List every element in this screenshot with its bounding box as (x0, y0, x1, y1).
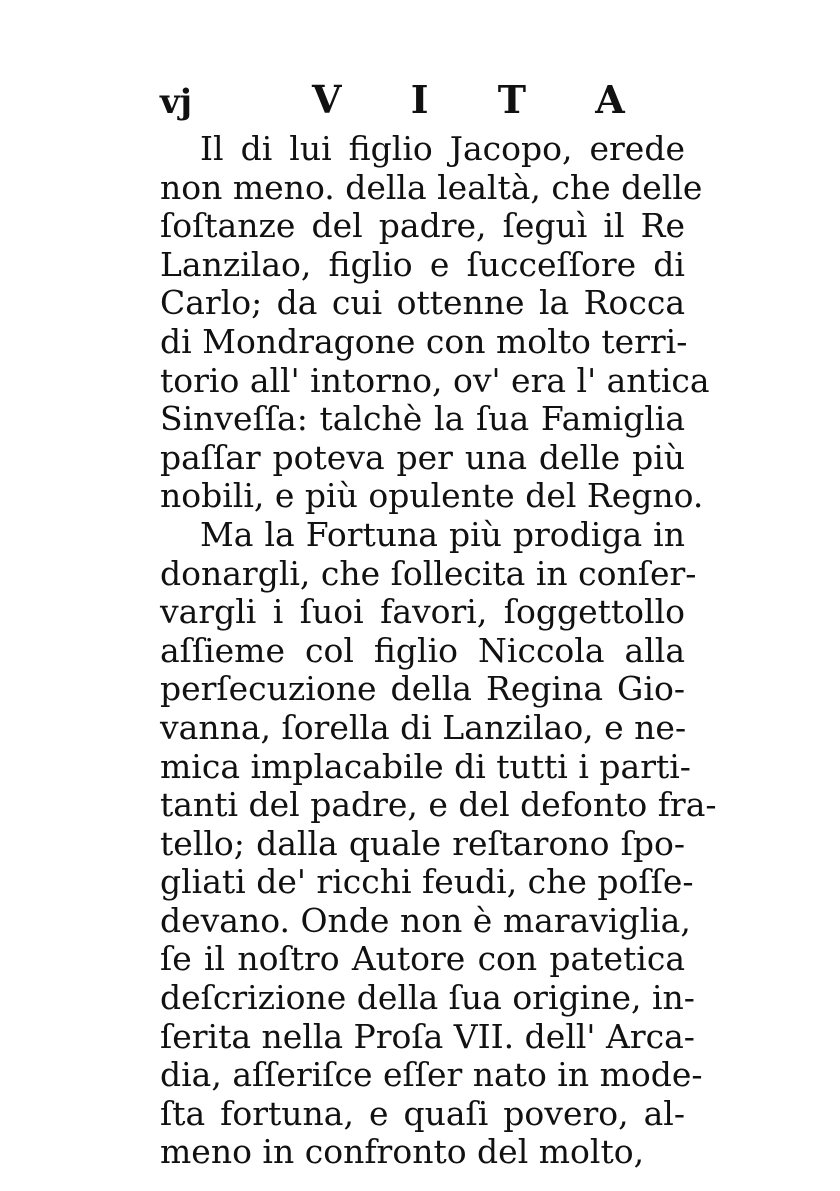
running-title: V I T A (312, 77, 653, 122)
text-line: deſcrizione della ſua origine, in- (160, 978, 695, 1018)
text-line: ſerita nella Proſa VII. dell' Arca- (160, 1016, 695, 1056)
text-line: nobili, e più opulente del Regno. (160, 476, 704, 516)
text-line: devano. Onde non è maraviglia, (160, 900, 691, 940)
text-line: aſſieme col figlio Niccola alla (160, 630, 685, 670)
text-line: Lanzilao, figlio e ſucceſſore di (160, 244, 685, 284)
text-line: meno in confronto del molto, (160, 1132, 645, 1172)
text-line: ſoſtanze del padre, ſeguì il Re (160, 206, 685, 246)
text-line: mica implacabile di tutti i parti- (160, 746, 691, 786)
text-line: ſta fortuna, e quaſi povero, al- (160, 1093, 685, 1133)
body-text (160, 130, 720, 1172)
text-line: gliati de' ricchi feudi, che poſſe- (160, 862, 694, 902)
text-line: tanti del padre, e del defonto fra- (160, 785, 717, 825)
text-line: vargli i ſuoi favori, ſoggettollo (160, 592, 685, 632)
text-line: Carlo; da cui ottenne la Rocca (160, 283, 685, 323)
text-line: Ma la Fortuna più prodiga in (200, 514, 685, 554)
text-line: tello; dalla quale reſtarono ſpo- (160, 823, 685, 863)
text-line: ſe il noſtro Autore con patetica (160, 939, 685, 979)
text-line: non meno. della lealtà, che delle (160, 167, 703, 207)
text-line: donargli, che ſollecita in conſer- (160, 553, 697, 593)
text-line: vanna, ſorella di Lanzilao, e ne- (160, 707, 687, 747)
text-line: di Mondragone con molto terri- (160, 321, 688, 361)
text-line: Il di lui figlio Jacopo, erede (200, 129, 685, 168)
text-line: torio all' intorno, ov' era l' antica (160, 360, 710, 400)
text-line: paſſar poteva per una delle più (160, 437, 685, 477)
text-line: perſecuzione della Regina Gio- (160, 669, 685, 709)
page-number: vj (160, 82, 193, 122)
text-line: dia, aſſeriſce eſſer nato in mode- (160, 1055, 703, 1095)
page-header (160, 78, 700, 126)
text-line: Sinveſſa: talchè la ſua Famiglia (160, 399, 685, 439)
